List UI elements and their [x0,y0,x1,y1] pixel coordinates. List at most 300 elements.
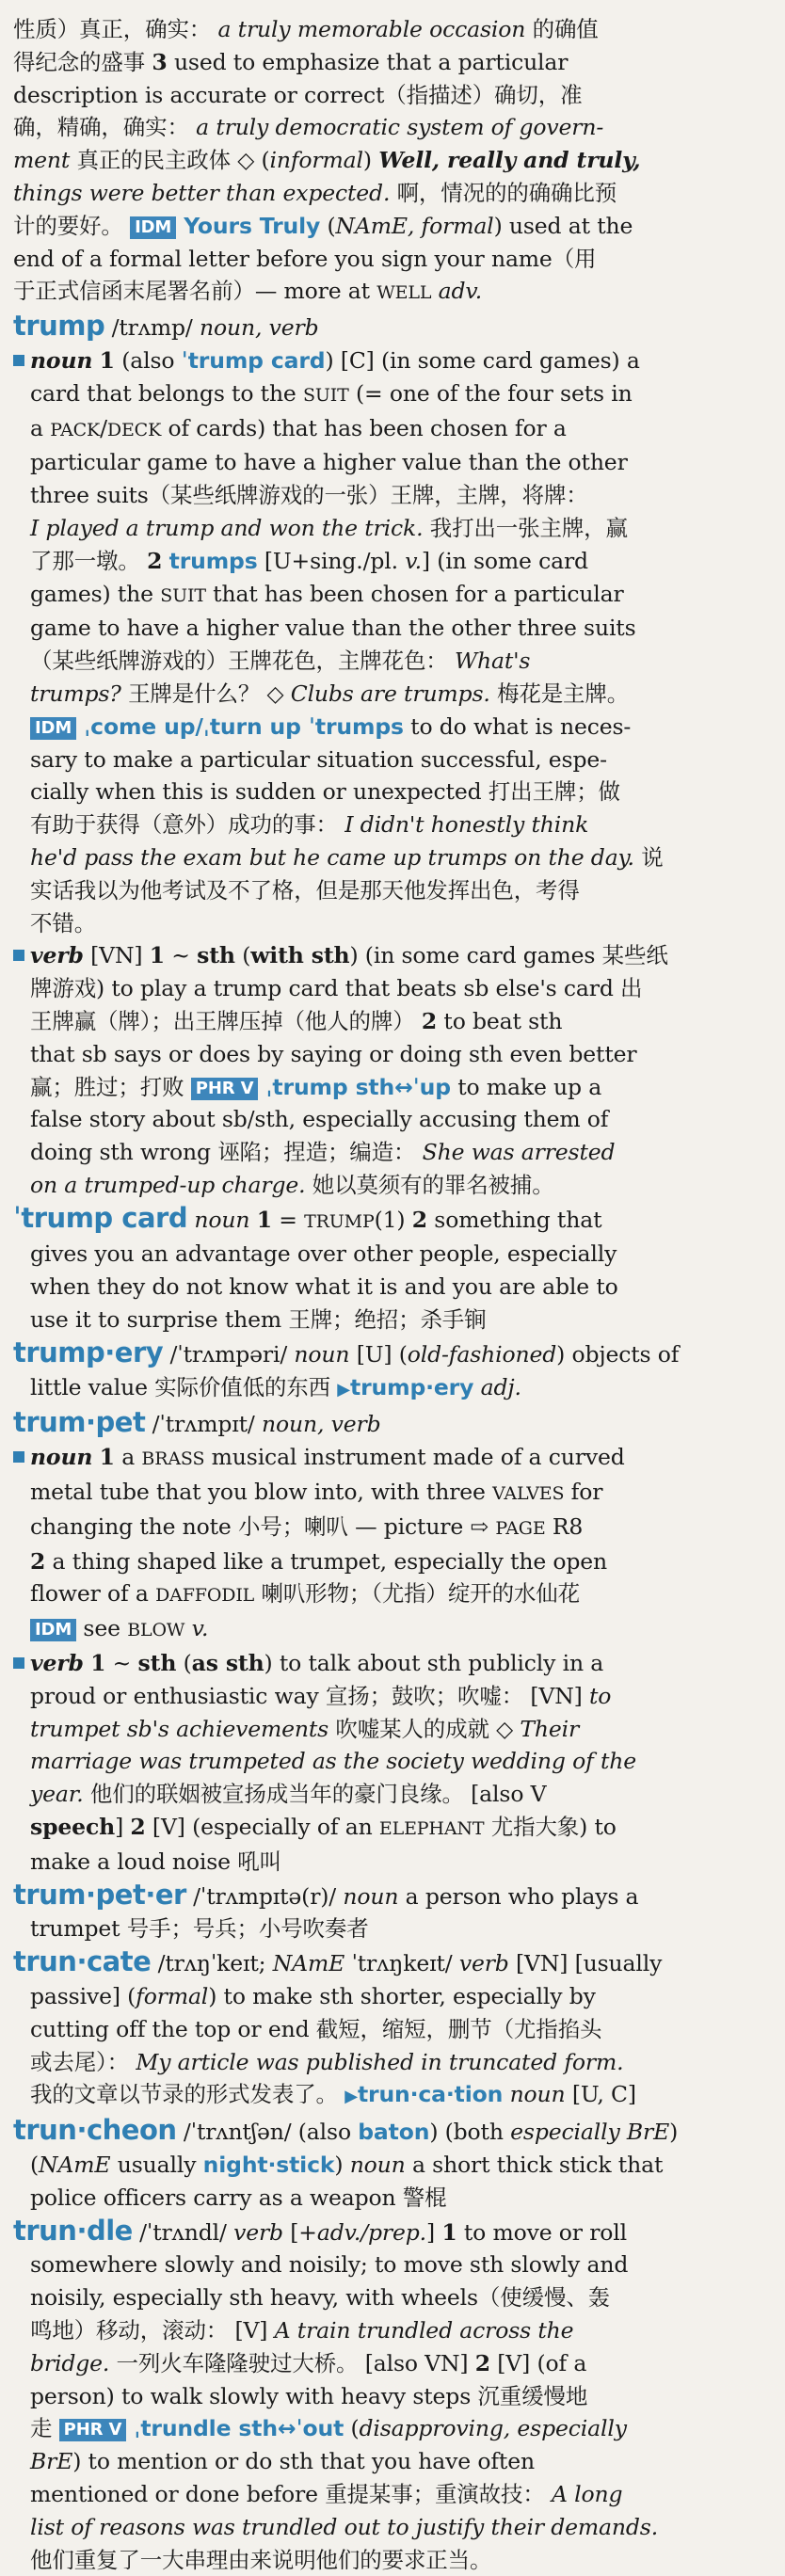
text-run: / [100,414,107,441]
text-run: false story about sb/sth, especially accusing them of [30,1106,609,1133]
text-run: （某些纸牌游戏的）王牌花色，主牌花色： [30,648,448,675]
example-text: year. [30,1781,84,1808]
entry-line [13,1745,770,1778]
example-text: A train trundled across the [274,2316,574,2344]
keyword: ˌtrump sth↔ˈup [258,1073,451,1100]
text-run: 有助于获得（意外）成功的事： [30,811,338,839]
text-run: = [271,1206,305,1233]
example-text: to [588,1682,612,1709]
text-run: 2 [421,1007,438,1034]
example-text: My article was published in truncated form. [129,2048,624,2075]
entry-line [13,1980,770,2013]
example-text: Clubs are trumps. [290,680,490,707]
text-run: [VN] [usually [508,1950,663,1977]
text-run: ( [234,942,251,969]
entry-line [13,1202,770,1239]
entry-line [13,1680,770,1713]
text-run: /ˈtrʌntʃən/ (also [176,2119,359,2146]
example-text: noun, verb [262,1411,381,1438]
cross-reference: TRUMP [304,1210,375,1232]
text-run: to move or roll [457,2218,628,2246]
text-run: 王牌是什么？ ◇ [120,680,291,707]
entry-line [13,1476,770,1511]
text-run: something that [426,1206,602,1233]
text-run: mentioned or done before 重提某事；重演故技： [30,2480,545,2507]
entry-line [13,243,770,276]
entry-line [13,111,770,144]
text-run: used to emphasize that a particular [167,48,569,75]
label-badge: IDM [30,717,76,740]
text-run: doing sth wrong 诬陷；捏造；编造： [30,1139,416,1166]
text-run: that has been chosen for a particular [205,580,624,607]
text-run: [U] ( [349,1340,408,1368]
text-run: [V] (of a [489,2349,587,2376]
example-text: BrE [30,2448,73,2475]
text-run: 我打出一张主牌，赢 [423,514,628,541]
entry-line [13,13,770,46]
headword: trum·pet·er [13,1878,186,1911]
headword: trum·pet [13,1406,146,1439]
example-text: disapproving, especially [359,2415,627,2442]
example-text: adv./prep. [316,2218,426,2246]
text-run: description is accurate or correct（指描述）确切，准 [13,81,583,108]
example-text: noun [349,2152,406,2178]
text-run: ) [362,147,379,174]
keyword: trumps [168,547,258,574]
entry-line [13,711,770,744]
text-run: ~ [164,942,198,969]
cross-reference: BLOW [127,1620,185,1641]
label-badge: PHR V [59,2419,127,2441]
entry-line [13,808,770,841]
example-text: bridge. [30,2349,110,2376]
example-text: a truly memorable occasion [211,16,526,42]
text-run: sary to make a particular situation successful, espe- [30,745,607,773]
text-run: 他们重复了一大串理由来说明他们的要求正当。 [30,2546,492,2573]
text-run: 鸣地）移动，滚动： [V] [30,2316,275,2344]
entry-line [13,1577,770,1612]
entry-line [13,1136,770,1169]
entry-line [13,907,770,940]
example-text: I played a trump and won the trick. [30,514,424,541]
entry-line [13,310,770,344]
text-run: ) objects of [556,1340,680,1368]
text-run: for [564,1479,603,1506]
text-run: (1) [374,1206,412,1233]
entry-line [13,2248,770,2281]
example-text: list of reasons was trundled out to justify their demands. [30,2513,659,2540]
text-run: (= one of the four sets in [348,379,633,407]
text-run: 2 [147,547,163,574]
text-run: /ˈtrʌmpəri/ [163,1340,295,1368]
text-run: 2 [30,1547,46,1575]
text-run: 啊，情况的的确确比预 [390,179,617,206]
entry-line [13,1071,770,1104]
text-run: 1 [149,942,165,969]
text-run: a person who plays a [398,1882,639,1910]
entry-line [13,1103,770,1136]
text-run: /ˈtrʌmpɪt/ [145,1411,263,1438]
text-run: cially when this is sudden or unexpected 打出王牌；做 [30,778,620,806]
example-text: She was arrested [415,1139,616,1166]
cross-reference: BRASS [141,1448,205,1470]
text-run: /trʌŋˈkeɪt; [151,1950,273,1977]
text-run: 喇叭形物；（尤指）绽开的水仙花 [254,1580,580,1608]
cross-reference: SUIT [160,584,206,606]
text-run: 2 [130,1814,146,1841]
text-run: 的确值 [525,16,599,42]
text-run: of cards) that has been chosen for a [161,414,567,441]
text-run: ) to mention or do sth that you have often [72,2448,535,2475]
entry-line [13,2078,770,2114]
text-run: 1 [256,1206,272,1233]
text-run: 1 [90,1650,106,1677]
headword: trun·cheon [13,2114,177,2147]
cross-reference: DAFFODIL [155,1585,255,1607]
text-run: see [76,1615,128,1642]
sense-square-icon [13,950,24,961]
text-run: ( [30,2152,40,2178]
text-run: sth [137,1650,177,1677]
entry-line [13,512,770,545]
text-run [249,1207,256,1233]
text-run: cutting off the top or end 截短，缩短，删节（尤指掐头 [30,2015,602,2042]
entry-line [13,2445,770,2478]
entry-line [13,2511,770,2544]
entry-line [13,776,770,808]
sense-square-icon [13,1451,24,1463]
example-text: noun [509,2081,566,2108]
text-run: metal tube that you blow into, with three [30,1479,493,1506]
cross-reference: WELL [376,282,432,304]
text-run: 或去尾）： [30,2048,129,2075]
entry-line [13,1441,770,1476]
text-run: to make up a [450,1073,602,1100]
text-run: sth [197,942,235,969]
entry-line [13,2380,770,2413]
keyword: ˈtrump card [181,346,326,374]
entry-line [13,1406,770,1441]
sense-square-icon [13,1657,24,1669]
entry-line [13,1169,770,1202]
cross-reference: ELEPHANT [378,1818,485,1840]
example-text: noun [30,346,93,374]
example-text: NAmE, formal [335,212,494,239]
entry-line [13,1238,770,1271]
entry-line [13,1713,770,1746]
text-run: card that belongs to the [30,379,304,407]
entry-line [13,1038,770,1071]
entry-line [13,2046,770,2079]
text-run: ) to make sth shorter, especially by [208,1983,596,2010]
derivative-arrow-icon: ▶ [337,1379,350,1400]
text-run: /ˈtrʌmpɪtə(r)/ [185,1882,344,1910]
entry-line [13,939,770,972]
text-run: ) to talk about sth publicly in a [264,1650,604,1677]
text-run: musical instrument made of a curved [204,1444,625,1471]
entry-line [13,2281,770,2314]
text-run: somewhere slowly and noisily; to move sth slowly and [30,2251,629,2279]
entry-line [13,1879,770,1913]
keyword: Yours Truly [176,212,321,239]
text-run: 不错。 [30,909,97,936]
text-run: a thing shaped like a trumpet, especially the open [45,1547,608,1575]
example-text: What's [447,648,531,675]
text-run: flower of a [30,1580,156,1608]
text-run: with sth [250,942,350,969]
example-text: NAmE [39,2152,111,2178]
text-run: ) (both [429,2119,511,2146]
text-run: a [30,414,51,441]
example-text: noun, verb [200,314,319,342]
entry-line [13,1511,770,1545]
entry-line [13,645,770,678]
cross-reference: DECK [106,419,162,440]
example-text: old-fashioned [407,1340,557,1368]
entry-line [13,678,770,711]
text-run: [U+sing./pl. [257,547,406,574]
text-run: ( [344,2415,360,2442]
entry-line [13,2314,770,2347]
text-run [473,1374,480,1400]
text-run: end of a formal letter before you sign your name（用 [13,245,597,272]
text-run: police officers carry as a weapon 警棍 [30,2184,447,2211]
entry-line [13,377,770,412]
example-text: on a trumped-up charge. [30,1171,306,1198]
text-run: 梅花是主牌。 [489,680,630,707]
label-badge: IDM [30,1619,76,1641]
text-run: ) [334,2152,350,2178]
example-text: verb [458,1950,509,1977]
text-run: passive] ( [30,1983,136,2010]
entry-line [13,1545,770,1578]
entry-line [13,545,770,578]
cross-reference: SUIT [303,384,349,406]
keyword: baton [358,2119,430,2146]
example-text: v. [405,547,422,574]
text-run [503,2081,509,2107]
text-run: when they do not know what it is and you are able to [30,1273,618,1301]
text-run: 尤指大象) to [484,1814,617,1841]
entry-line [13,1304,770,1336]
entry-line [13,1612,770,1647]
text-run: a short thick stick that [405,2152,664,2178]
example-text: verb [30,942,84,969]
headword: trun·cate [13,1945,152,1978]
sense-square-icon [13,355,24,366]
text-run: games) the [30,580,161,607]
entry-line [13,1647,770,1680]
text-run: 3 [152,48,168,75]
entry-line [13,1945,770,1980]
entry-line [13,2215,770,2249]
text-run: as sth [191,1650,264,1677]
text-run: 了那一墩。 [30,547,148,574]
entry-line [13,2347,770,2380]
label-badge: PHR V [191,1078,259,1100]
text-run: proud or enthusiastic way 宣扬；鼓吹；吹嘘： [VN] [30,1682,589,1709]
text-run: 性质）真正，确实： [13,16,212,42]
example-text: Their [520,1715,580,1742]
text-run: 实话我以为他考试及不了格，但是那天他发挥出色，考得 [30,876,580,904]
text-run: 于正式信函末尾署名前）— more at [13,278,377,305]
text-run: ) [C] (in some card games) a [325,346,640,374]
example-text: adv. [438,278,483,305]
example-text: things were better than expected. [13,179,391,206]
cross-reference: PAGE [495,1517,546,1539]
keyword: night·stick [202,2152,335,2178]
headword: trun·dle [13,2214,133,2247]
text-run: ) [669,2119,679,2146]
example-text: formal [136,1983,209,2010]
text-run: 1 [441,2218,457,2246]
entry-line [13,144,770,177]
example-text: verb [233,2218,283,2246]
text-run: game to have a higher value than the other three suits [30,615,636,642]
text-run: to beat sth [437,1007,563,1034]
example-text: v. [191,1615,209,1642]
text-run: ( [176,1650,192,1677]
entry-line [13,210,770,243]
text-run: 牌游戏) to play a trump card that beats sb else's card 出 [30,975,643,1002]
text-run: 赢；胜过；打败 [30,1073,191,1100]
text-run: 真正的民主政体 ◇ ( [70,147,270,174]
example-text: Well, really and truly, [378,147,641,174]
entry-line [13,479,770,512]
text-run: 她以莫须有的罪名被捕。 [305,1171,554,1198]
example-text: noun [30,1444,93,1471]
entry-line [13,1912,770,1945]
text-run: ) used at the [493,212,633,239]
headword: ˈtrump card [13,1201,188,1234]
text-run: 我的文章以节录的形式发表了。 [30,2081,345,2108]
text-run [92,1444,99,1470]
text-run: three suits（某些纸牌游戏的一张）王牌，主牌，将牌： [30,482,588,509]
example-text: he'd pass the exam but he came up trumps on the day. [30,843,634,871]
text-run: 一列火车隆隆驶过大桥。 [also VN] [109,2349,475,2376]
entry-line [13,1005,770,1038]
entry-line [13,2149,770,2182]
entry-line [13,1371,770,1407]
example-text: noun [343,1882,399,1910]
text-run: ] (in some card [421,547,588,574]
keyword: ˌtrundle sth↔ˈout [126,2415,344,2442]
text-run: [VN] [83,942,150,969]
text-run: /ˈtrʌndl/ [132,2218,234,2246]
text-run: /trʌmp/ [104,314,200,342]
text-run: 走 [30,2415,59,2442]
text-run: ( [320,212,336,239]
entry-line [13,2013,770,2046]
example-text: a truly democratic system of govern- [188,114,604,141]
entry-line [13,612,770,645]
example-text: especially BrE [510,2119,670,2146]
text-run: 1 [99,1444,115,1471]
text-run: ] [115,1814,131,1841]
text-run: [V] (especially of an [145,1814,379,1841]
text-run: 王牌赢（牌）；出王牌压掉（他人的牌） [30,1007,422,1034]
entry-line [13,1846,770,1879]
text-run [184,1615,191,1641]
text-run: make a loud noise 吼叫 [30,1848,281,1875]
entry-line [13,1336,770,1371]
text-run: R8 [545,1512,584,1540]
keyword: trump·ery [350,1373,474,1400]
entry-line [13,177,770,210]
derivative-arrow-icon: ▶ [344,2087,358,2107]
keyword: trun·ca·tion [357,2081,504,2108]
text-run: 得纪念的盛事 [13,48,152,75]
entry-line [13,79,770,112]
example-text: trumps? [30,680,121,707]
text-run: ˈtrʌŋkeɪt/ [344,1950,459,1977]
example-text: verb [30,1650,84,1677]
entry-line [13,841,770,874]
example-text: marriage was trumpeted as the society wedding of the [30,1748,637,1775]
example-text: NAmE [272,1950,345,1977]
headword: trump [13,310,105,343]
entry-line [13,2478,770,2511]
text-run: changing the note 小号；喇叭 — picture ⇨ [30,1512,496,1540]
text-run: noisily, especially sth heavy, with wheels（使缓慢、轰 [30,2284,611,2312]
text-run: [U, C] [565,2081,636,2108]
text-run: 确，精确，确实： [13,114,189,141]
text-run: ) (in some card games 某些纸 [349,942,668,969]
example-text: trumpet sb's achievements [30,1715,329,1742]
entry-line [13,1271,770,1304]
text-run: gives you an advantage over other people, especially [30,1240,617,1268]
cross-reference: VALVES [492,1483,565,1505]
headword: trump·ery [13,1336,164,1368]
text-run [92,347,99,374]
text-run: to do what is neces- [403,712,632,740]
text-run: 说 [633,843,664,871]
text-run: person) to walk slowly with heavy steps 沉重缓慢地 [30,2382,588,2409]
entry-line [13,446,770,479]
text-run: that sb says or does by saying or doing sth even better [30,1040,637,1067]
example-text: informal [269,147,363,174]
entry-line [13,744,770,776]
text-run [431,278,438,304]
example-text: I didn't honestly think [337,811,589,839]
text-run: use it to surprise them 王牌；绝招；杀手锏 [30,1306,487,1334]
text-run: speech [30,1814,116,1841]
entry-line [13,2544,770,2576]
text-run: ~ [105,1650,138,1677]
entry-line [13,412,770,447]
text-run: particular game to have a higher value than the other [30,449,628,476]
cross-reference: PACK [50,419,101,440]
text-run: 2 [411,1206,427,1233]
keyword: ˌcome up/ˌturn up ˈtrumps [76,712,404,740]
text-run: 1 [99,346,115,374]
text-run: little value 实际价值低的东西 [30,1373,338,1400]
entry-line [13,1778,770,1811]
text-run: 吹嘘某人的成就 ◇ [328,1715,521,1742]
example-text: adj. [480,1373,521,1400]
text-run [162,548,168,574]
entry-line [13,2412,770,2445]
example-text: A long [544,2480,623,2507]
entry-line [13,1811,770,1846]
entry-line [13,275,770,310]
text-run: 2 [474,2349,490,2376]
example-text: ment [13,147,71,174]
text-run: trumpet 号手；号兵；小号吹奏者 [30,1915,369,1943]
text-run: 计的要好。 [13,212,131,239]
entry-line [13,2182,770,2215]
text-run: 他们的联姻被宣扬成当年的豪门良缘。 [also V [83,1781,547,1808]
